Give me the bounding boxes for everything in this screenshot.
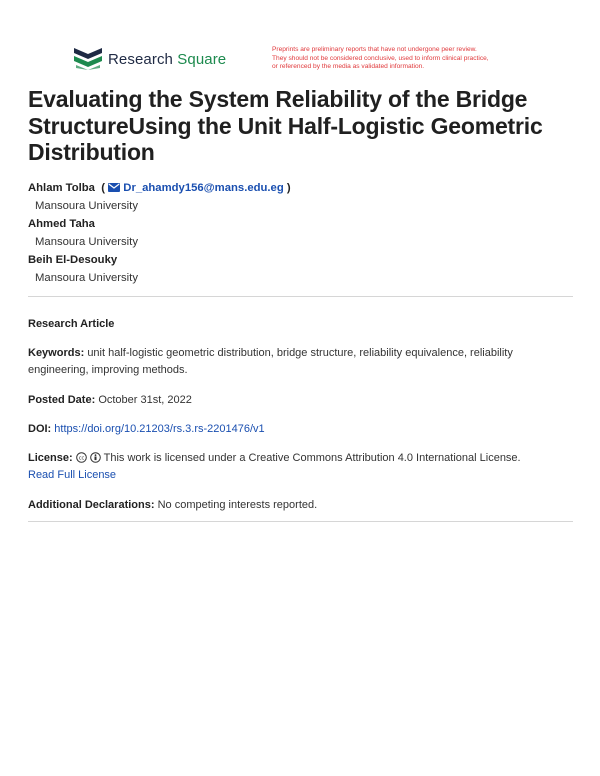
author-name (28, 181, 291, 199)
author-affiliation: Mansoura University (35, 200, 138, 212)
posted-date-value: October 31st, 2022 (98, 394, 192, 406)
license (28, 450, 558, 484)
research-square-logo-icon (74, 48, 102, 70)
keywords-value: unit half-logistic geometric distribution, bridge structure, reliability equivalence, reliability engineering, improving methods. (28, 347, 513, 376)
doi-label: DOI: (28, 423, 52, 435)
posted-date (28, 392, 558, 409)
author-name: Beih El-Desouky (28, 254, 118, 266)
author-name-text: Ahlam Tolba (28, 182, 95, 194)
author-name: Ahmed Taha (28, 218, 95, 230)
author-affiliation: Mansoura University (35, 272, 138, 284)
svg-text:cc: cc (78, 455, 84, 462)
divider (28, 296, 573, 297)
keywords (28, 345, 558, 379)
license-label: License: (28, 452, 73, 464)
posted-date-label: Posted Date: (28, 394, 96, 406)
author-email: ( Dr_ahamdy156@mans.edu.eg ) (98, 182, 291, 194)
header (74, 46, 574, 76)
declarations-value: No competing interests reported. (157, 499, 318, 511)
article-type (28, 316, 558, 333)
doi (28, 421, 558, 438)
declarations-label: Additional Declarations: (28, 499, 155, 511)
article-type-text: Research Article (28, 318, 115, 330)
notice-line: They should not be considered conclusive, used to inform clinical practice, (272, 54, 489, 62)
keywords-label: Keywords: (28, 347, 85, 359)
paper-title: Evaluating the System Reliability of the Bridge StructureUsing the Unit Half-Logistic Geometric Distribution (28, 86, 543, 165)
author-list (28, 181, 291, 289)
additional-declarations (28, 497, 558, 514)
author-email-link[interactable]: Dr_ahamdy156@mans.edu.eg (123, 182, 284, 194)
read-full-license-link[interactable]: Read Full License (28, 469, 117, 481)
divider (28, 521, 573, 522)
logo-word-square: Square (177, 50, 227, 68)
doi-link[interactable]: https://doi.org/10.21203/rs.3.rs-2201476/v1 (54, 423, 265, 435)
research-square-logo[interactable] (74, 48, 226, 70)
preprint-notice (272, 46, 542, 72)
creative-commons-icon (76, 452, 87, 463)
attribution-icon (90, 452, 101, 463)
logo-word-research: Research (108, 50, 173, 68)
license-text: This work is licensed under a Creative Commons Attribution 4.0 International License. (103, 452, 521, 464)
envelope-icon (108, 183, 120, 192)
notice-line: or referenced by the media as validated information. (272, 63, 425, 71)
author-affiliation: Mansoura University (35, 236, 138, 248)
logo-text (108, 51, 226, 68)
notice-line: Preprints are preliminary reports that have not undergone peer review. (272, 46, 477, 53)
